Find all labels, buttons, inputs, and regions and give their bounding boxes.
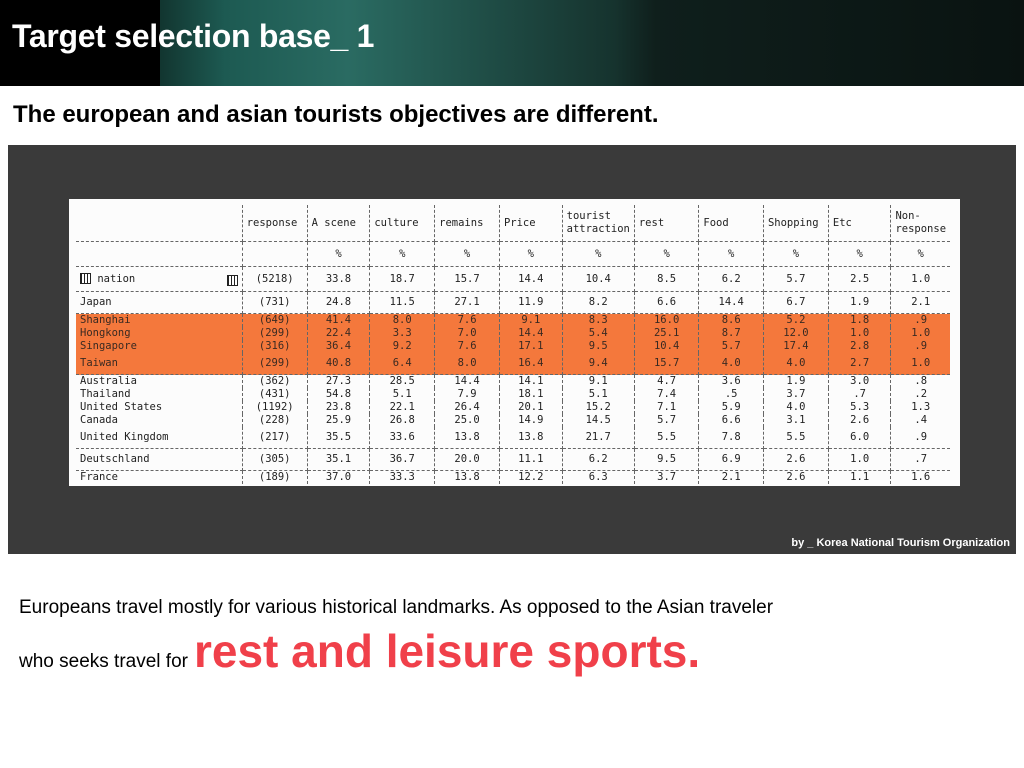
table-cell: 28.5 [370, 375, 435, 389]
unit-cell: % [370, 242, 435, 267]
table-cell: 8.6 [699, 314, 764, 328]
table-cell: 6.4 [370, 353, 435, 375]
table-cell: 20.0 [435, 449, 500, 471]
table-cell: 33.3 [370, 471, 435, 485]
table-cell: 25.9 [307, 414, 370, 427]
body-text-line2 [19, 624, 700, 678]
table-cell: 6.2 [562, 449, 634, 471]
table-cell: 8.0 [435, 353, 500, 375]
table-cell: 8.3 [562, 314, 634, 328]
table-cell: 5.3 [828, 401, 891, 414]
table-cell: 3.3 [370, 327, 435, 340]
unit-cell: % [562, 242, 634, 267]
table-cell: (299) [242, 327, 307, 340]
table-cell: 13.8 [499, 427, 562, 449]
table-cell: 3.7 [634, 471, 699, 485]
table-cell: 7.6 [435, 314, 500, 328]
country-name: Deutschland [76, 449, 242, 471]
table-cell: 9.1 [562, 375, 634, 389]
table-cell: 11.9 [499, 292, 562, 314]
table-cell: 1.0 [891, 327, 950, 340]
country-name: Singapore [76, 340, 242, 353]
header-non-response: Non-response [891, 205, 950, 242]
table-header-row [76, 205, 950, 242]
unit-cell: % [891, 242, 950, 267]
table-cell: (649) [242, 314, 307, 328]
table-cell: 2.6 [828, 414, 891, 427]
table-cell: 12.0 [763, 327, 828, 340]
table-cell: 23.8 [307, 401, 370, 414]
table-cell: 7.4 [634, 388, 699, 401]
table-cell: .7 [891, 449, 950, 471]
table-cell: 17.4 [763, 340, 828, 353]
table-row [76, 401, 950, 414]
table-cell: 1.8 [828, 314, 891, 328]
unit-cell: % [699, 242, 764, 267]
table-row [76, 375, 950, 389]
table-cell: 2.6 [763, 449, 828, 471]
table-cell: (431) [242, 388, 307, 401]
table-cell: 1.0 [828, 449, 891, 471]
table-cell: 3.6 [699, 375, 764, 389]
table-cell: 4.0 [763, 353, 828, 375]
unit-cell: % [435, 242, 500, 267]
table-cell: 24.8 [307, 292, 370, 314]
table-cell: 2.8 [828, 340, 891, 353]
nation-total-cell: 8.5 [634, 267, 699, 292]
table-cell: 6.0 [828, 427, 891, 449]
table-cell: 4.0 [699, 353, 764, 375]
nation-label-cell [76, 267, 242, 292]
table-cell: 10.4 [634, 340, 699, 353]
table-cell: 7.0 [435, 327, 500, 340]
table-cell: 35.5 [307, 427, 370, 449]
table-cell: 5.4 [562, 327, 634, 340]
table-cell: 14.4 [699, 292, 764, 314]
header-rest: rest [634, 205, 699, 242]
table-cell: 1.3 [911, 401, 931, 413]
header-response: response [242, 205, 307, 242]
table-cell: 8.7 [699, 327, 764, 340]
table-cell: 9.4 [562, 353, 634, 375]
table-row [76, 327, 950, 340]
table-row [76, 353, 950, 375]
country-name: Canada [76, 414, 242, 427]
unit-cell: % [307, 242, 370, 267]
table-cell: 14.9 [499, 414, 562, 427]
country-name: Hongkong [76, 327, 242, 340]
table-cell: .5 [699, 388, 764, 401]
nation-total-cell: 18.7 [370, 267, 435, 292]
table-cell: 13.8 [435, 427, 500, 449]
table-cell: 27.1 [435, 292, 500, 314]
table-cell: 54.8 [307, 388, 370, 401]
table-cell: 5.5 [634, 427, 699, 449]
table-cell: 5.1 [370, 388, 435, 401]
table-cell: 6.9 [699, 449, 764, 471]
nation-total-cell: (5218) [242, 267, 307, 292]
nation-total-cell: 15.7 [435, 267, 500, 292]
country-name: Japan [76, 292, 242, 314]
table-cell: 2.7 [828, 353, 891, 375]
table-cell: .4 [914, 414, 928, 426]
country-name: Thailand [76, 388, 242, 401]
table-cell: 33.6 [370, 427, 435, 449]
table-cell: 17.1 [499, 340, 562, 353]
nation-total-cell: 10.4 [562, 267, 634, 292]
table-cell: 22.4 [307, 327, 370, 340]
table-cell: 5.5 [763, 427, 828, 449]
body-text-line1: Europeans travel mostly for various historical landmarks. As opposed to the Asian traveler [19, 597, 774, 618]
units-row [76, 242, 950, 267]
table-body [76, 242, 950, 485]
table-row [76, 427, 950, 449]
table-cell: 5.7 [634, 414, 699, 427]
nation-row [76, 267, 950, 292]
table-cell: 7.1 [634, 401, 699, 414]
grid-box-icon [80, 273, 91, 284]
header-remains: remains [435, 205, 500, 242]
slide-title: Target selection base_ 1 [12, 18, 375, 54]
title-bar [0, 0, 1024, 86]
table-cell: 9.5 [634, 449, 699, 471]
table-row [76, 388, 950, 401]
header-etc: Etc [828, 205, 891, 242]
table-cell: 7.9 [435, 388, 500, 401]
country-name: Taiwan [76, 353, 242, 375]
table-cell: 9.2 [370, 340, 435, 353]
table-cell: 11.5 [370, 292, 435, 314]
table-cell: 21.7 [562, 427, 634, 449]
table-cell: 3.7 [763, 388, 828, 401]
header-shopping: Shopping [763, 205, 828, 242]
highlight-phrase: rest and leisure sports. [193, 625, 701, 677]
table-cell: 14.4 [499, 327, 562, 340]
slide-subtitle: The european and asian tourists objectives are different. [13, 101, 659, 128]
table-cell: 18.1 [499, 388, 562, 401]
country-name: Shanghai [76, 314, 242, 328]
country-name: United States [76, 401, 242, 414]
table-cell: (228) [242, 414, 307, 427]
table-cell: 5.2 [763, 314, 828, 328]
table-cell: (362) [242, 375, 307, 389]
table-cell: (316) [242, 340, 307, 353]
table-cell: 41.4 [307, 314, 370, 328]
table-row [76, 471, 950, 485]
table-cell: 22.1 [370, 401, 435, 414]
country-name: Australia [76, 375, 242, 389]
table-cell: 1.9 [763, 375, 828, 389]
table-cell: 8.0 [370, 314, 435, 328]
table-cell: 16.4 [499, 353, 562, 375]
table-cell: (731) [242, 292, 307, 314]
nation-label: nation [97, 272, 136, 285]
table-cell: 6.6 [634, 292, 699, 314]
country-name: France [76, 471, 242, 485]
table-cell: 36.4 [307, 340, 370, 353]
table-cell: .9 [891, 314, 950, 328]
table-cell: 26.4 [435, 401, 500, 414]
table-row [76, 340, 950, 353]
header-price: Price [499, 205, 562, 242]
table-cell: 27.3 [307, 375, 370, 389]
table-cell: (217) [242, 427, 307, 449]
table-cell: 4.0 [763, 401, 828, 414]
table-cell: 7.8 [699, 427, 764, 449]
table-cell: 25.1 [634, 327, 699, 340]
table-cell: .8 [914, 375, 928, 387]
table-cell: 40.8 [307, 353, 370, 375]
table-cell: 9.1 [499, 314, 562, 328]
table-cell: 1.6 [911, 471, 931, 483]
table-cell: 12.2 [499, 471, 562, 485]
table-cell: .9 [891, 427, 950, 449]
country-name: United Kingdom [76, 427, 242, 449]
unit-cell: % [634, 242, 699, 267]
header-culture: culture [370, 205, 435, 242]
table-cell: 37.0 [307, 471, 370, 485]
table-cell: (189) [242, 471, 307, 485]
unit-cell [76, 242, 242, 267]
table-cell: 3.0 [828, 375, 891, 389]
table-cell: 20.1 [499, 401, 562, 414]
unit-cell [242, 242, 307, 267]
table-cell: 14.4 [435, 375, 500, 389]
table-cell: 5.9 [699, 401, 764, 414]
table-cell: 6.3 [562, 471, 634, 485]
nation-total-cell: 5.7 [763, 267, 828, 292]
table-cell: .2 [914, 388, 928, 400]
table-cell: (305) [242, 449, 307, 471]
table-cell: 14.5 [562, 414, 634, 427]
table-cell: 1.1 [828, 471, 891, 485]
table-cell: (299) [242, 353, 307, 375]
table-cell: 1.9 [828, 292, 891, 314]
nation-total-cell: 33.8 [307, 267, 370, 292]
source-credit: by _ Korea National Tourism Organization [791, 537, 1010, 549]
table-cell: 4.7 [634, 375, 699, 389]
table-cell: 5.7 [699, 340, 764, 353]
table-cell: 2.1 [699, 471, 764, 485]
table-cell: 36.7 [370, 449, 435, 471]
nation-total-cell: 14.4 [499, 267, 562, 292]
table-cell: (1192) [242, 401, 307, 414]
header-food: Food [699, 205, 764, 242]
grid-box-icon [227, 275, 238, 286]
nation-total-cell: 6.2 [699, 267, 764, 292]
table-cell: 16.0 [634, 314, 699, 328]
unit-cell: % [828, 242, 891, 267]
table-row [76, 314, 950, 328]
table-cell: 6.6 [699, 414, 764, 427]
table-cell: 6.7 [763, 292, 828, 314]
table-cell: 15.2 [562, 401, 634, 414]
body-text-prefix: who seeks travel for [19, 651, 188, 672]
nation-total-cell: 2.5 [828, 267, 891, 292]
table-cell: 1.0 [828, 327, 891, 340]
table-cell: 11.1 [499, 449, 562, 471]
table-cell: 2.1 [891, 292, 950, 314]
nation-total-cell: 1.0 [891, 267, 950, 292]
table-cell: 13.8 [435, 471, 500, 485]
table-cell: 3.1 [763, 414, 828, 427]
header-a-scene: A scene [307, 205, 370, 242]
table-row [76, 414, 950, 427]
table-cell: .9 [891, 340, 950, 353]
table-cell: 35.1 [307, 449, 370, 471]
table-row [76, 292, 950, 314]
survey-table [76, 205, 950, 484]
table-cell: 26.8 [370, 414, 435, 427]
header-blank [76, 205, 242, 242]
table-cell: 5.1 [562, 388, 634, 401]
table-cell: 8.2 [562, 292, 634, 314]
table-cell: 9.5 [562, 340, 634, 353]
unit-cell: % [499, 242, 562, 267]
table-cell: 1.0 [891, 353, 950, 375]
table-cell: 2.6 [763, 471, 828, 485]
table-cell: 15.7 [634, 353, 699, 375]
table-cell: .7 [828, 388, 891, 401]
table-cell: 7.6 [435, 340, 500, 353]
table-cell: 14.1 [499, 375, 562, 389]
unit-cell: % [763, 242, 828, 267]
table-cell: 25.0 [435, 414, 500, 427]
table-row [76, 449, 950, 471]
header-tourist-attraction: tourist attraction [562, 205, 634, 242]
